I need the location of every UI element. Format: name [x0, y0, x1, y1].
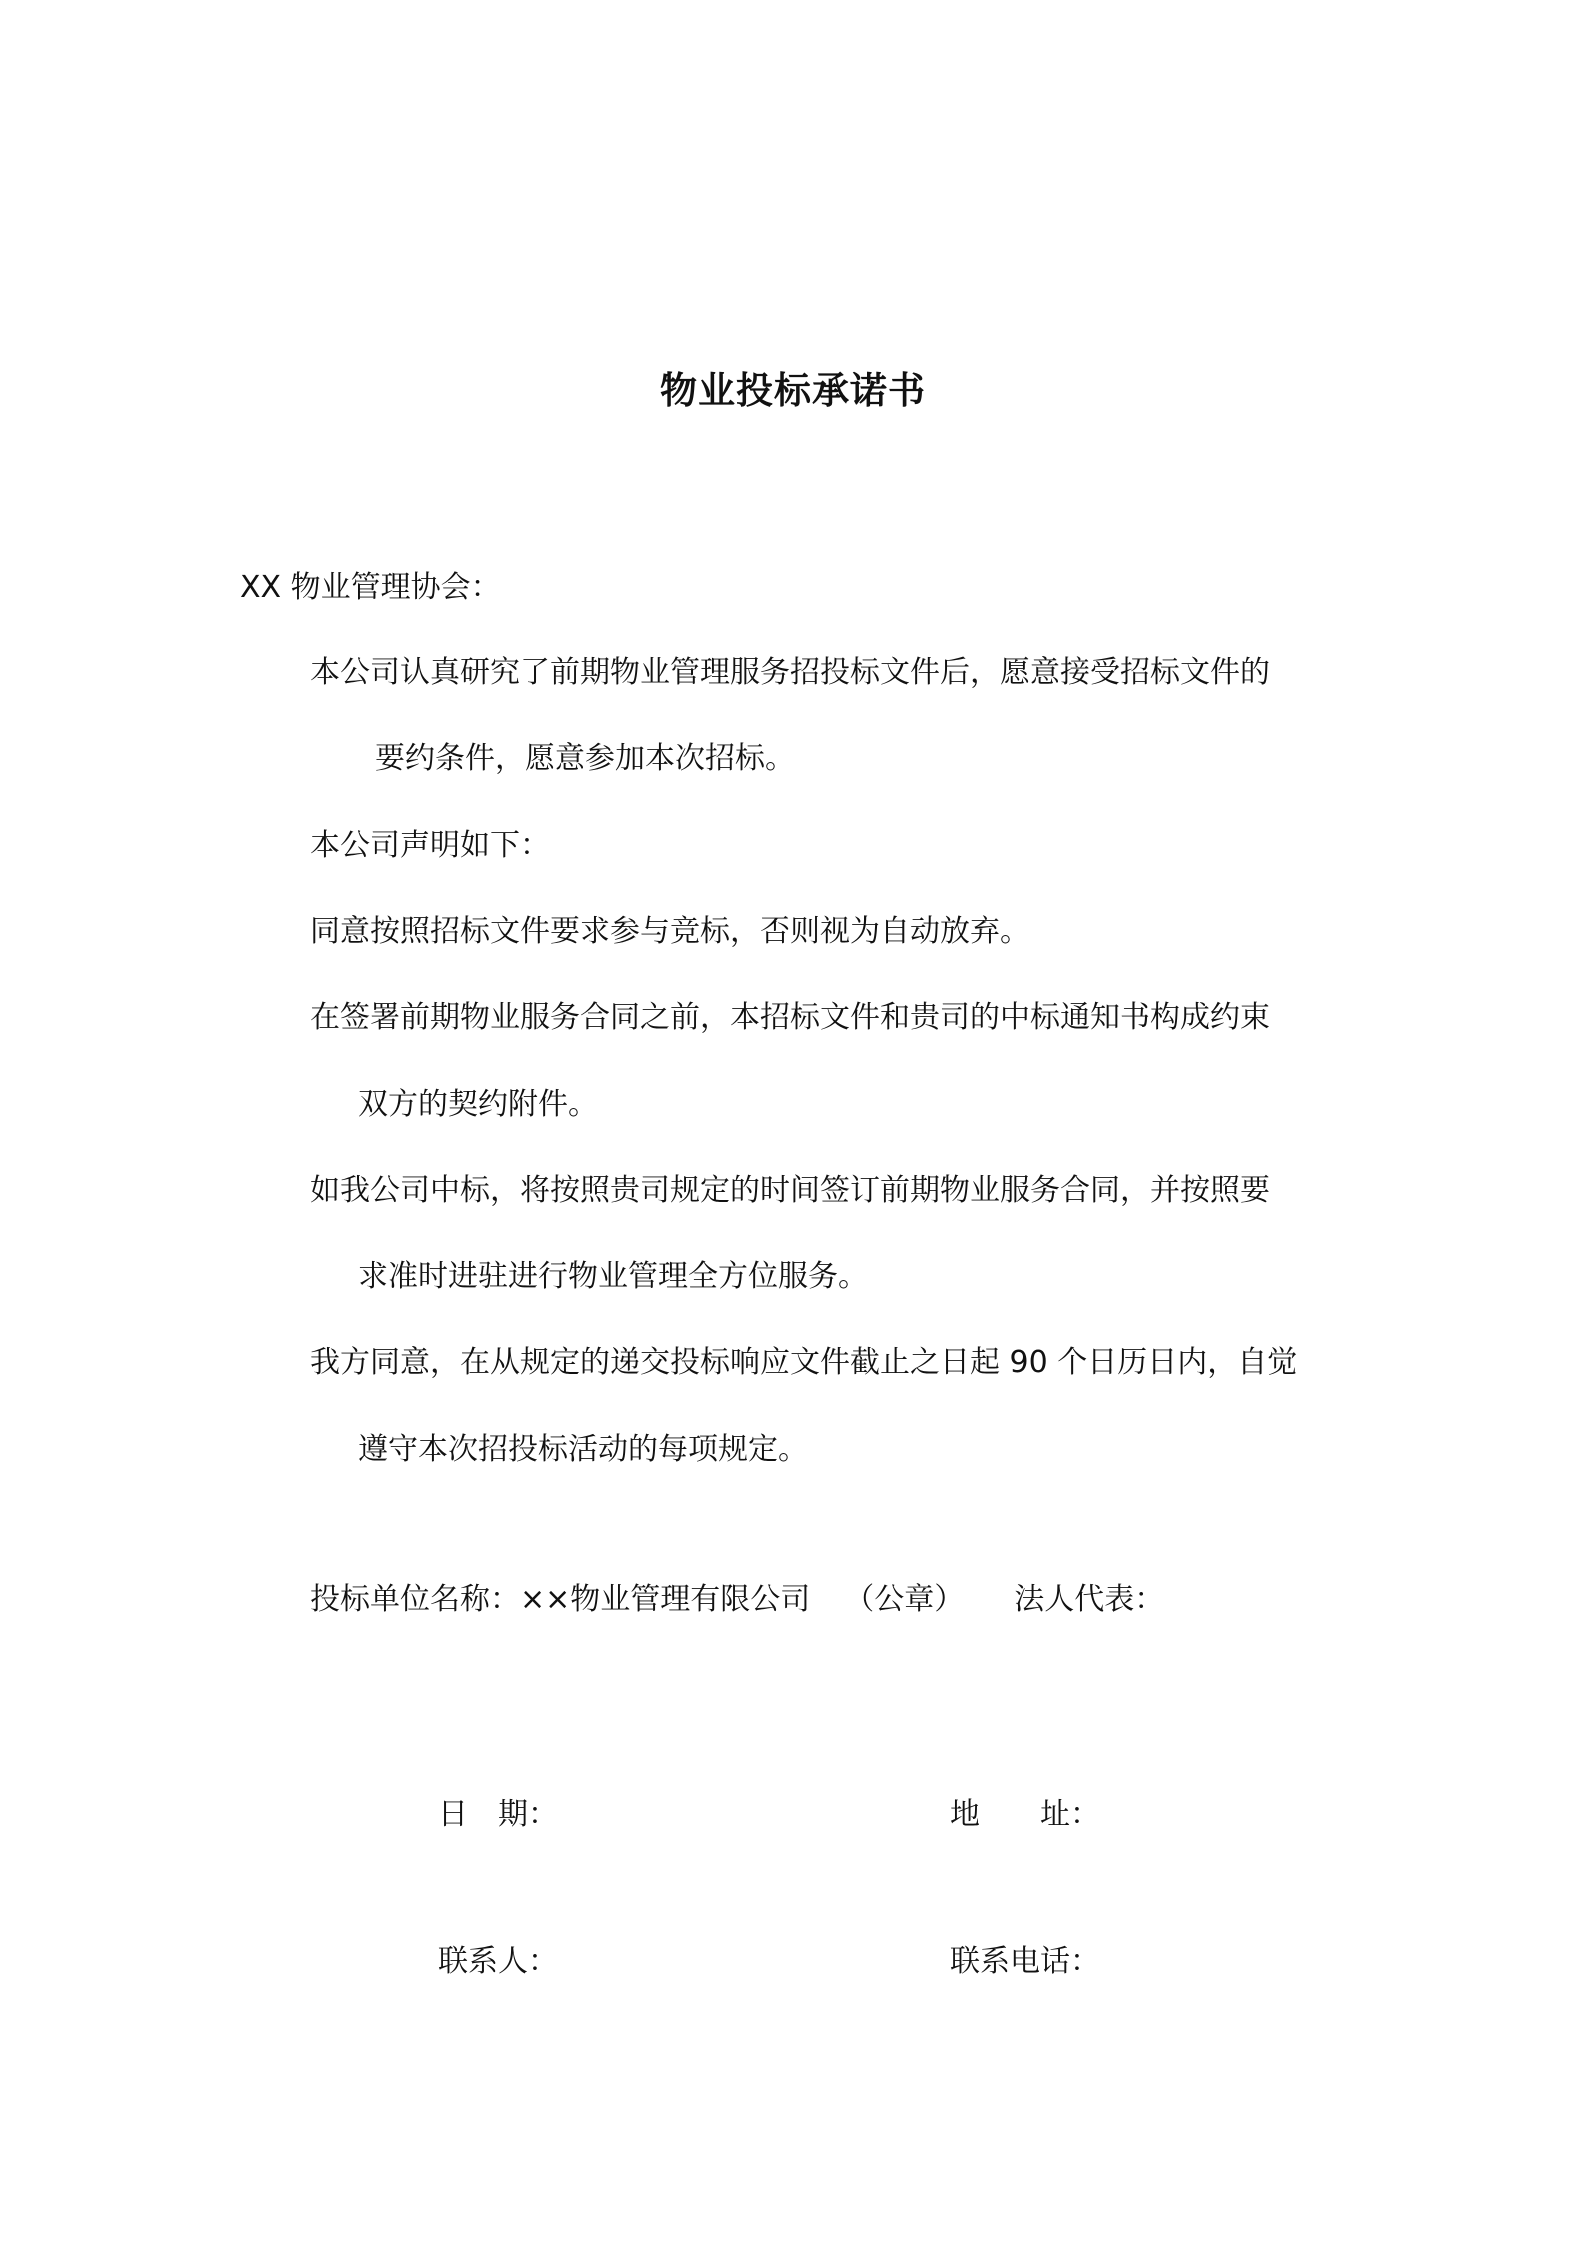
salutation: XX 物业管理协会：: [240, 570, 501, 605]
paragraph-5-line-1: 如我公司中标，将按照贵司规定的时间签订前期物业服务合同，并按照要: [310, 1173, 1270, 1208]
signature-row: [310, 1580, 1164, 1620]
document-title: 物业投标承诺书: [660, 369, 926, 412]
paragraph-6-line-2: 遵守本次招投标活动的每项规定。: [358, 1432, 808, 1467]
paragraph-1-line-2: 要约条件，愿意参加本次招标。: [375, 741, 795, 776]
legal-representative-label: 法人代表：: [1014, 1582, 1165, 1617]
paragraph-5-line-2: 求准时进驻进行物业管理全方位服务。: [358, 1259, 868, 1294]
paragraph-4-line-1: 在签署前期物业服务合同之前，本招标文件和贵司的中标通知书构成约束: [310, 1000, 1270, 1035]
seal-label: （公章）: [844, 1582, 965, 1617]
paragraph-4-line-2: 双方的契约附件。: [358, 1087, 598, 1122]
paragraph-1-line-1: 本公司认真研究了前期物业管理服务招投标文件后，愿意接受招标文件的: [310, 655, 1270, 690]
bidder-name-label: 投标单位名称：××物业管理有限公司: [310, 1582, 811, 1617]
phone-label: 联系电话：: [950, 1944, 1100, 1979]
contact-person-label: 联系人：: [438, 1944, 558, 1979]
date-label: 日 期：: [438, 1797, 558, 1832]
paragraph-3: 同意按照招标文件要求参与竞标，否则视为自动放弃。: [310, 914, 1030, 949]
paragraph-2: 本公司声明如下：: [310, 828, 550, 863]
paragraph-6-line-1: 我方同意，在从规定的递交投标响应文件截止之日起 90 个日历日内，自觉: [310, 1345, 1298, 1380]
address-label: 地 址：: [950, 1797, 1100, 1832]
